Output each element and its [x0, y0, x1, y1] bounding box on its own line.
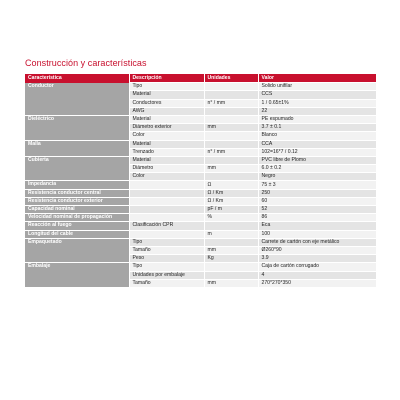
table-row [25, 214, 376, 222]
table-row [25, 197, 376, 205]
description-cell: Diámetro exterior [129, 124, 204, 132]
description-cell [129, 189, 204, 197]
units-cell: Ω / Km [204, 197, 258, 205]
specifications-table [25, 74, 377, 288]
table-row [25, 230, 376, 238]
units-cell: mm [204, 246, 258, 254]
units-cell [204, 271, 258, 279]
value-cell: 100 [258, 230, 376, 238]
value-cell: 270*270*350 [258, 279, 376, 287]
units-cell [204, 140, 258, 148]
characteristic-cell: Cubierta [25, 156, 129, 181]
description-cell: Tipo [129, 238, 204, 246]
characteristic-cell: Velocidad nominal de propagación [25, 214, 129, 222]
value-cell: 86 [258, 214, 376, 222]
units-cell [204, 238, 258, 246]
value-cell: 60 [258, 197, 376, 205]
characteristic-cell: Conductor [25, 83, 129, 116]
header-unidades: Unidades [204, 74, 258, 83]
value-cell: Eca [258, 222, 376, 230]
characteristic-cell: Dieléctrico [25, 115, 129, 140]
section-title: Construcción y características [25, 58, 147, 68]
description-cell: Color [129, 132, 204, 140]
units-cell [204, 115, 258, 123]
description-cell: Trenzado [129, 148, 204, 156]
description-cell [129, 206, 204, 214]
table-row [25, 189, 376, 197]
description-cell: Tipo [129, 263, 204, 271]
units-cell: pF / m [204, 206, 258, 214]
value-cell: Caja de cartón corrugado [258, 263, 376, 271]
value-cell: 250 [258, 189, 376, 197]
units-cell [204, 83, 258, 91]
value-cell: CCS [258, 91, 376, 99]
units-cell: mm [204, 279, 258, 287]
table-row [25, 156, 376, 164]
table-row [25, 238, 376, 246]
description-cell [129, 230, 204, 238]
value-cell: Blanco [258, 132, 376, 140]
value-cell: PE espumado [258, 115, 376, 123]
description-cell [129, 197, 204, 205]
description-cell [129, 181, 204, 189]
description-cell: Tamaño [129, 246, 204, 254]
units-cell: Kg [204, 255, 258, 263]
header-row [25, 74, 376, 83]
characteristic-cell: Resistencia conductor central [25, 189, 129, 197]
value-cell: 52 [258, 206, 376, 214]
table-row [25, 181, 376, 189]
value-cell: 4 [258, 271, 376, 279]
characteristic-cell: Impedancia [25, 181, 129, 189]
value-cell: Negro [258, 173, 376, 181]
value-cell: 22 [258, 107, 376, 115]
units-cell: m [204, 230, 258, 238]
description-cell: Clasificación CPR [129, 222, 204, 230]
units-cell: % [204, 214, 258, 222]
description-cell: AWG [129, 107, 204, 115]
description-cell: Material [129, 91, 204, 99]
table-header [25, 74, 376, 83]
table-row [25, 206, 376, 214]
description-cell [129, 214, 204, 222]
description-cell: Material [129, 156, 204, 164]
units-cell: n° / mm [204, 99, 258, 107]
table-row [25, 263, 376, 271]
value-cell: 3.7 ± 0.1 [258, 124, 376, 132]
description-cell: Unidades por embalaje [129, 271, 204, 279]
units-cell [204, 222, 258, 230]
description-cell: Color [129, 173, 204, 181]
value-cell: 102=16*7 / 0.12 [258, 148, 376, 156]
table-row [25, 140, 376, 148]
units-cell: Ω / Km [204, 189, 258, 197]
characteristic-cell: Embalaje [25, 263, 129, 288]
value-cell: PVC libre de Plomo [258, 156, 376, 164]
characteristic-cell: Reacción al fuego [25, 222, 129, 230]
description-cell: Material [129, 140, 204, 148]
table-row [25, 115, 376, 123]
value-cell: CCA [258, 140, 376, 148]
units-cell: mm [204, 124, 258, 132]
value-cell: 75 ± 3 [258, 181, 376, 189]
header-valor: Valor [258, 74, 376, 83]
characteristic-cell: Longitud del cable [25, 230, 129, 238]
units-cell: n° / mm [204, 148, 258, 156]
characteristic-cell: Empaquetado [25, 238, 129, 263]
units-cell [204, 91, 258, 99]
description-cell: Diámetro [129, 165, 204, 173]
table-row [25, 222, 376, 230]
units-cell [204, 173, 258, 181]
description-cell: Peso [129, 255, 204, 263]
description-cell: Tipo [129, 83, 204, 91]
value-cell: Carrete de cartón con eje metálico [258, 238, 376, 246]
units-cell: mm [204, 165, 258, 173]
characteristic-cell: Malla [25, 140, 129, 156]
table-row [25, 83, 376, 91]
value-cell: 6.0 ± 0.2 [258, 165, 376, 173]
value-cell: Solido unifilar [258, 83, 376, 91]
header-caracteristica: Característica [25, 74, 129, 83]
units-cell [204, 263, 258, 271]
description-cell: Conductores [129, 99, 204, 107]
characteristic-cell: Capacidad nominal [25, 206, 129, 214]
units-cell [204, 132, 258, 140]
header-descripcion: Descripción [129, 74, 204, 83]
characteristic-cell: Resistencia conductor exterior [25, 197, 129, 205]
value-cell: Ø260*90 [258, 246, 376, 254]
description-cell: Material [129, 115, 204, 123]
units-cell [204, 156, 258, 164]
description-cell: Tamaño [129, 279, 204, 287]
value-cell: 3.9 [258, 255, 376, 263]
value-cell: 1 / 0.65±1% [258, 99, 376, 107]
units-cell: Ω [204, 181, 258, 189]
table-body [25, 83, 376, 288]
units-cell [204, 107, 258, 115]
